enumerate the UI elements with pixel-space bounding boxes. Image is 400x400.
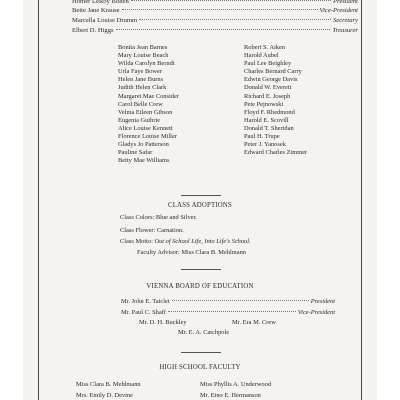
faculty-member: Miss Clara B. Mehlmann	[76, 381, 141, 388]
member-name: Helen Jane Burns	[118, 76, 164, 84]
member-name: Paul H. Trupe	[244, 133, 280, 141]
class-members-right-column	[244, 44, 307, 157]
board-president-name: Mr. John E. Taiclet	[121, 298, 170, 305]
officer-row	[72, 16, 358, 26]
board-member: Mr. Era M. Crew	[232, 319, 276, 326]
officer-name: Homer LeRoy Bohen	[72, 0, 129, 5]
faculty-member: Miss Phyllis A. Underwood	[200, 381, 272, 388]
program-page	[24, 0, 376, 400]
member-name: Harold E. Scovill	[244, 116, 289, 124]
member-name: Pauline Safar	[118, 149, 153, 157]
leader-dots	[168, 311, 296, 312]
officer-name: Bette Jane Krause	[72, 7, 120, 14]
leader-dots	[131, 0, 331, 1]
member-name: Betty Mae Williams	[118, 157, 170, 165]
class-flower: Class Flower: Carnation.	[120, 227, 184, 234]
leader-dots	[122, 9, 318, 10]
member-name: Charles Bernard Carry	[244, 68, 302, 76]
member-name: Richard E. Joseph	[244, 92, 291, 100]
board-vice-president-row	[121, 308, 335, 318]
section-divider	[181, 269, 221, 270]
section-divider	[181, 352, 221, 353]
leader-dots	[116, 29, 331, 30]
member-name: Edwin George Davis	[244, 76, 298, 84]
member-name: Velma Eileen Gibson	[118, 108, 173, 116]
section-divider	[181, 195, 221, 196]
officer-row	[72, 26, 358, 36]
member-name: Peter J. Yanosek	[244, 141, 286, 149]
member-name: Donald W. Everett	[244, 84, 292, 92]
member-name: Edward Charles Zimmer	[244, 149, 308, 157]
member-name: Donald T. Sheridan	[244, 124, 294, 132]
officer-title: Vice-President	[319, 7, 358, 14]
faculty-member: Mr. Eino E. Hermanson	[200, 392, 261, 399]
class-colors: Class Colors: Blue and Silver.	[120, 214, 197, 221]
adoptions-heading: CLASS ADOPTIONS	[168, 202, 232, 209]
faculty-heading: HIGH SCHOOL FACULTY	[159, 364, 241, 371]
officer-title: Treasurer	[332, 27, 358, 34]
member-name: Carol Belle Crew	[118, 100, 163, 108]
board-president-title: President	[310, 298, 335, 305]
board-vice-president-title: Vice-President	[297, 309, 335, 316]
member-name: Harold Aubel	[244, 52, 279, 60]
member-name: Florence Louise Miller	[118, 133, 177, 141]
member-name: Margaret Mae Consider	[118, 92, 179, 100]
leader-dots	[139, 19, 331, 20]
board-president-row	[121, 297, 335, 307]
member-name: Robert S. Aiken	[244, 44, 286, 51]
member-name: Gladys Jo Patterson	[118, 141, 169, 149]
board-member: Mr. D. H. Buckley	[139, 319, 187, 326]
officer-row	[72, 6, 358, 16]
officer-name: Elbert D. Higgs	[72, 27, 114, 34]
class-motto-label: Class Motto:	[120, 238, 153, 245]
member-name: Judith Helen Clark	[118, 84, 167, 92]
member-name: Bonita Jean Barnes	[118, 44, 168, 51]
class-motto	[120, 238, 251, 245]
member-name: Urla Faye Bower	[118, 68, 163, 76]
member-name: Eugenia Guthrie	[118, 116, 161, 124]
leader-dots	[172, 300, 309, 301]
faculty-member: Mrs. Emily D. Devine	[76, 392, 133, 399]
member-name: Alice Louise Kennett	[118, 124, 173, 132]
board-heading: VIENNA BOARD OF EDUCATION	[146, 283, 254, 290]
class-members-left-column	[118, 44, 179, 165]
class-motto-value: Out of School Life, Into Life's School.	[154, 238, 251, 245]
officer-name: Marcella Louise Drumm	[72, 17, 138, 24]
member-name: Wilda Carolyn Berndt	[118, 60, 175, 68]
member-name: Pete Pejnowski	[244, 100, 284, 108]
member-name: Floyd F. Rhedmond	[244, 108, 295, 116]
officer-title: President	[332, 0, 358, 5]
faculty-advisor: Faculty Advisor: Miss Clara B. Mehlmann	[137, 249, 246, 256]
page-border	[38, 0, 362, 400]
member-name: Paul Lee Beighley	[244, 60, 292, 68]
board-member: Mr. E. A. Catchpole	[178, 329, 230, 336]
board-vice-president-name: Mr. Paul C. Shaff	[121, 309, 166, 316]
officer-title: Secretary	[332, 17, 358, 24]
member-name: Mary Louise Beach	[118, 52, 169, 60]
